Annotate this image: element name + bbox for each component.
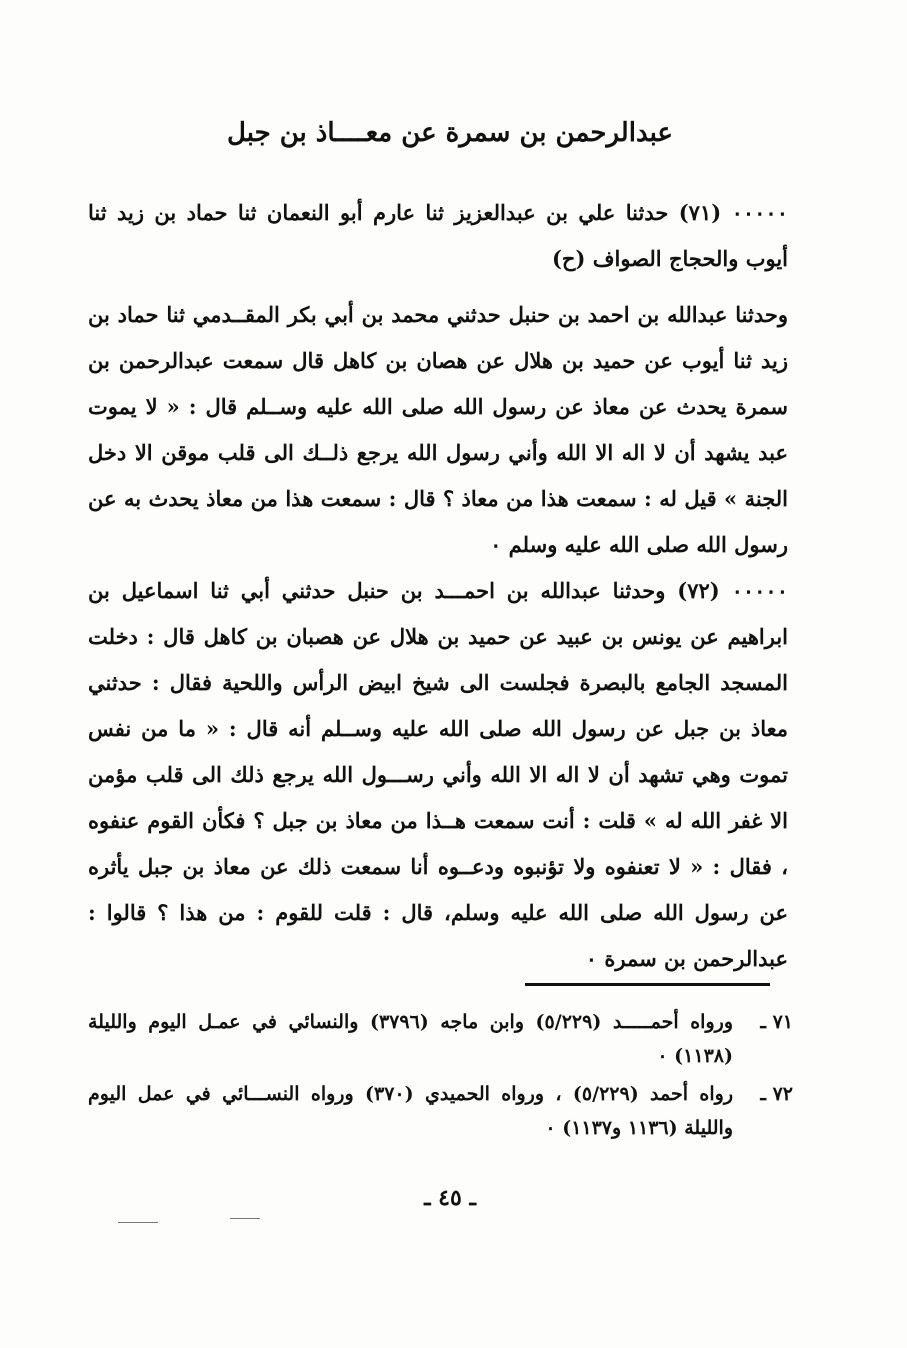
scan-speck (230, 1218, 260, 1219)
footnote-number: ٧١ ـ (760, 1011, 793, 1033)
page-title: عبدالرحمن بن سمرة عن معــــاذ بن جبل (227, 118, 673, 148)
paragraph-hadith-71: ٠٠٠٠٠ (٧١) حدثنا علي بن عبدالعزيز ثنا عارم أبو النعمان ثنا حماد بن زيد ثنا أيوب والحجاج الصواف (ح) (88, 200, 788, 271)
main-text (88, 190, 788, 982)
footnote-number: ٧٢ ـ (760, 1083, 793, 1105)
paragraph-isnad-2: وحدثنا عبدالله بن احمد بن حنبل حدثني محمد بن أبي بكر المقــدمي ثنا حماد بن زيد ثنا أيوب عن حميد بن هلال عن هصان بن كاهل قال سمعت عبدالرحمن بن سمرة يحدث عن معاذ عن رسول الله صلى الله عليه وســلم قال : « لا يموت عبد يشهد أن لا اله الا الله وأني رسول الله يرجع ذلــك الى قلب موقن الا دخل الجنة » قيل له : سمعت هذا من معاذ ؟ قال : سمعت هذا من معاذ يحدث به عن رسول الله صلى الله عليه وسلم ٠ (88, 302, 788, 557)
footnote-item (88, 1077, 793, 1145)
footnotes (88, 1005, 793, 1149)
paragraph-hadith-72: ٠٠٠٠٠ (٧٢) وحدثنا عبدالله بن احمـــد بن حنبل حدثني أبي ثنا اسماعيل بن ابراهيم عن يونس بن عبيد عن حميد بن هلال عن هصبان بن كاهل قال : دخلت المسجد الجامع بالبصرة فجلست الى شيخ ابيض الرأس واللحية فقال : حدثني معاذ بن جبل عن رسول الله صلى الله عليه وســلم أنه قال : « ما من نفس تموت وهي تشهد أن لا اله الا الله وأني رســـول الله يرجع ذلك الى قلب مؤمن الا غفر الله له » قلت : أنت سمعت هــذا من معاذ بن جبل ؟ فكأن القوم عنفوه ، فقال : « لا تعنفوه ولا تؤنبوه ودعــوه أنا سمعت ذلك عن معاذ بن جبل يأثره عن رسول الله صلى الله عليه وسلم، قال : قلت للقوم : من هذا ؟ قالوا : عبدالرحمن بن سمرة ٠ (88, 578, 788, 971)
footnote-item (88, 1005, 793, 1073)
page-number: ـ ٤٥ ـ (424, 1185, 476, 1211)
footnote-separator (525, 983, 770, 986)
footnote-text: رواه أحمد (٥/٢٢٩) ، ورواه الحميدي (٣٧٠) ورواه النســـائي في عمل اليوم والليلة (١١٣٦ و١١٣٧) ٠ (88, 1083, 733, 1139)
footnote-text: ورواه أحمـــــد (٥/٢٢٩) وابن ماجه (٣٧٩٦) والنسائي في عمـل اليوم والليلة (١١٣٨) ٠ (88, 1011, 733, 1067)
scan-speck (118, 1222, 158, 1223)
